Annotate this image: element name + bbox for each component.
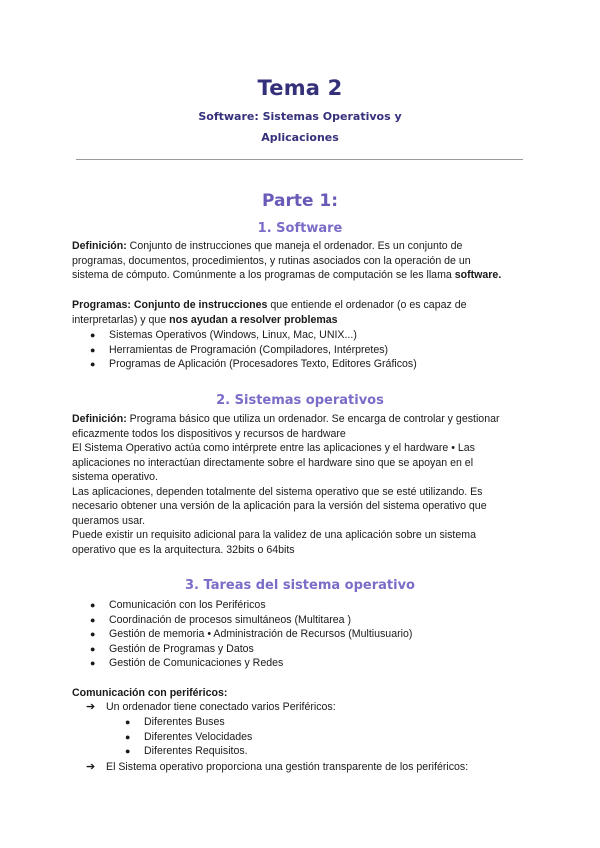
list-item: ● Gestión de Programas y Datos xyxy=(90,642,254,655)
section-heading-software: 1. Software xyxy=(257,221,343,236)
part-heading: Parte 1: xyxy=(261,191,339,211)
so-definition-label: Definición: xyxy=(72,413,127,425)
subtitle-line-2: Aplicaciones xyxy=(261,131,339,144)
bullet-icon: ● xyxy=(125,731,131,742)
list-item: ● Diferentes Requisitos. xyxy=(125,745,248,757)
list-item: ➔ Un ordenador tiene conectado varios Periféricos: xyxy=(86,701,336,713)
list-item: ● Diferentes Buses xyxy=(125,716,225,728)
comunicacion-arrow-list-1 xyxy=(86,700,336,715)
comunicacion-heading: Comunicación con periféricos: xyxy=(72,687,228,699)
bullet-icon: ● xyxy=(90,643,96,654)
definition-bold-end: software. xyxy=(454,269,502,281)
comunicacion-arrow-list-2 xyxy=(86,760,469,775)
section-heading-sistemas-operativos: 2. Sistemas operativos xyxy=(216,393,384,408)
bullet-icon: ● xyxy=(90,600,96,610)
list-item: ➔ El Sistema operativo proporciona una gestión transparente de los periféricos: xyxy=(86,761,469,773)
software-definition xyxy=(72,239,532,283)
list-item: ● Comunicación con los Periféricos xyxy=(90,599,266,611)
definition-text-3: sistema de cómputo. Comúnmente a los programas de computación se les llama xyxy=(72,269,455,281)
bullet-icon: ● xyxy=(90,658,96,668)
definition-text-2: programas, documentos, procedimientos, y rutinas asociados con la operación de un xyxy=(72,254,471,267)
section-heading-tareas: 3. Tareas del sistema operativo xyxy=(185,578,415,593)
list-item: ● Sistemas Operativos (Windows, Linux, Mac, UNIX...) xyxy=(90,329,357,341)
horizontal-divider xyxy=(76,159,523,160)
bullet-icon: ● xyxy=(90,629,96,639)
bullet-icon: ● xyxy=(125,717,131,727)
list-item: ● Gestión de Comunicaciones y Redes xyxy=(90,657,284,669)
peripheral-requirements-list xyxy=(125,715,253,759)
list-item: ● Diferentes Velocidades xyxy=(125,730,253,743)
programas-bold-2: nos ayudan a resolver problemas xyxy=(169,313,338,326)
page-title: Tema 2 xyxy=(257,76,343,100)
list-item: ● Programas de Aplicación (Procesadores Texto, Editores Gráficos) xyxy=(90,358,417,370)
list-item: ● Herramientas de Programación (Compiladores, Intérpretes) xyxy=(90,343,389,356)
bullet-icon: ● xyxy=(90,614,96,625)
bullet-icon: ● xyxy=(125,746,131,756)
programas-paragraph xyxy=(72,298,532,327)
bullet-icon: ● xyxy=(90,330,96,340)
subtitle-line-1: Software: Sistemas Operativos y xyxy=(198,110,402,123)
tareas-list xyxy=(90,598,413,671)
arrow-right-icon: ➔ xyxy=(86,761,96,773)
arrow-right-icon: ➔ xyxy=(86,701,96,713)
programas-label: Programas: Conjunto de instrucciones xyxy=(72,299,268,311)
bullet-icon: ● xyxy=(90,359,96,369)
programas-text-1: que entiende el ordenador (o es capaz de xyxy=(267,299,467,311)
programas-text-2: interpretarlas) y que xyxy=(72,313,170,326)
list-item: ● Coordinación de procesos simultáneos (Multitarea ) xyxy=(90,613,352,626)
bullet-icon: ● xyxy=(90,344,96,355)
list-item: ● Gestión de memoria • Administración de Recursos (Multiusuario) xyxy=(90,628,413,640)
definition-label: Definición: xyxy=(72,240,127,252)
software-types-list xyxy=(90,328,417,372)
definition-text-1: Conjunto de instrucciones que maneja el ordenador. Es un conjunto de xyxy=(126,240,463,252)
so-paragraph: Definición: Programa básico que utiliza un ordenador. Se encarga de controlar y gestionar eficazmente todos los dispositivos y recursos de hardware El Sistema Operativo actúa como intérprete entre las aplicaciones y el hardware • Las aplicaciones no interactúan directamente sobre el hardware sino que se apoyan en el sistema operativo. Las aplicaciones, dependen totalmente del sistema operativo que se esté utilizando. Es necesario obtener una versión de la aplicación para la versión del sistema operativo que queramos usar. Puede existir un requisito adicional para la validez de una aplicación sobre un sistema operativo que es la arquitectura. 32bits o 64bits xyxy=(72,413,500,556)
